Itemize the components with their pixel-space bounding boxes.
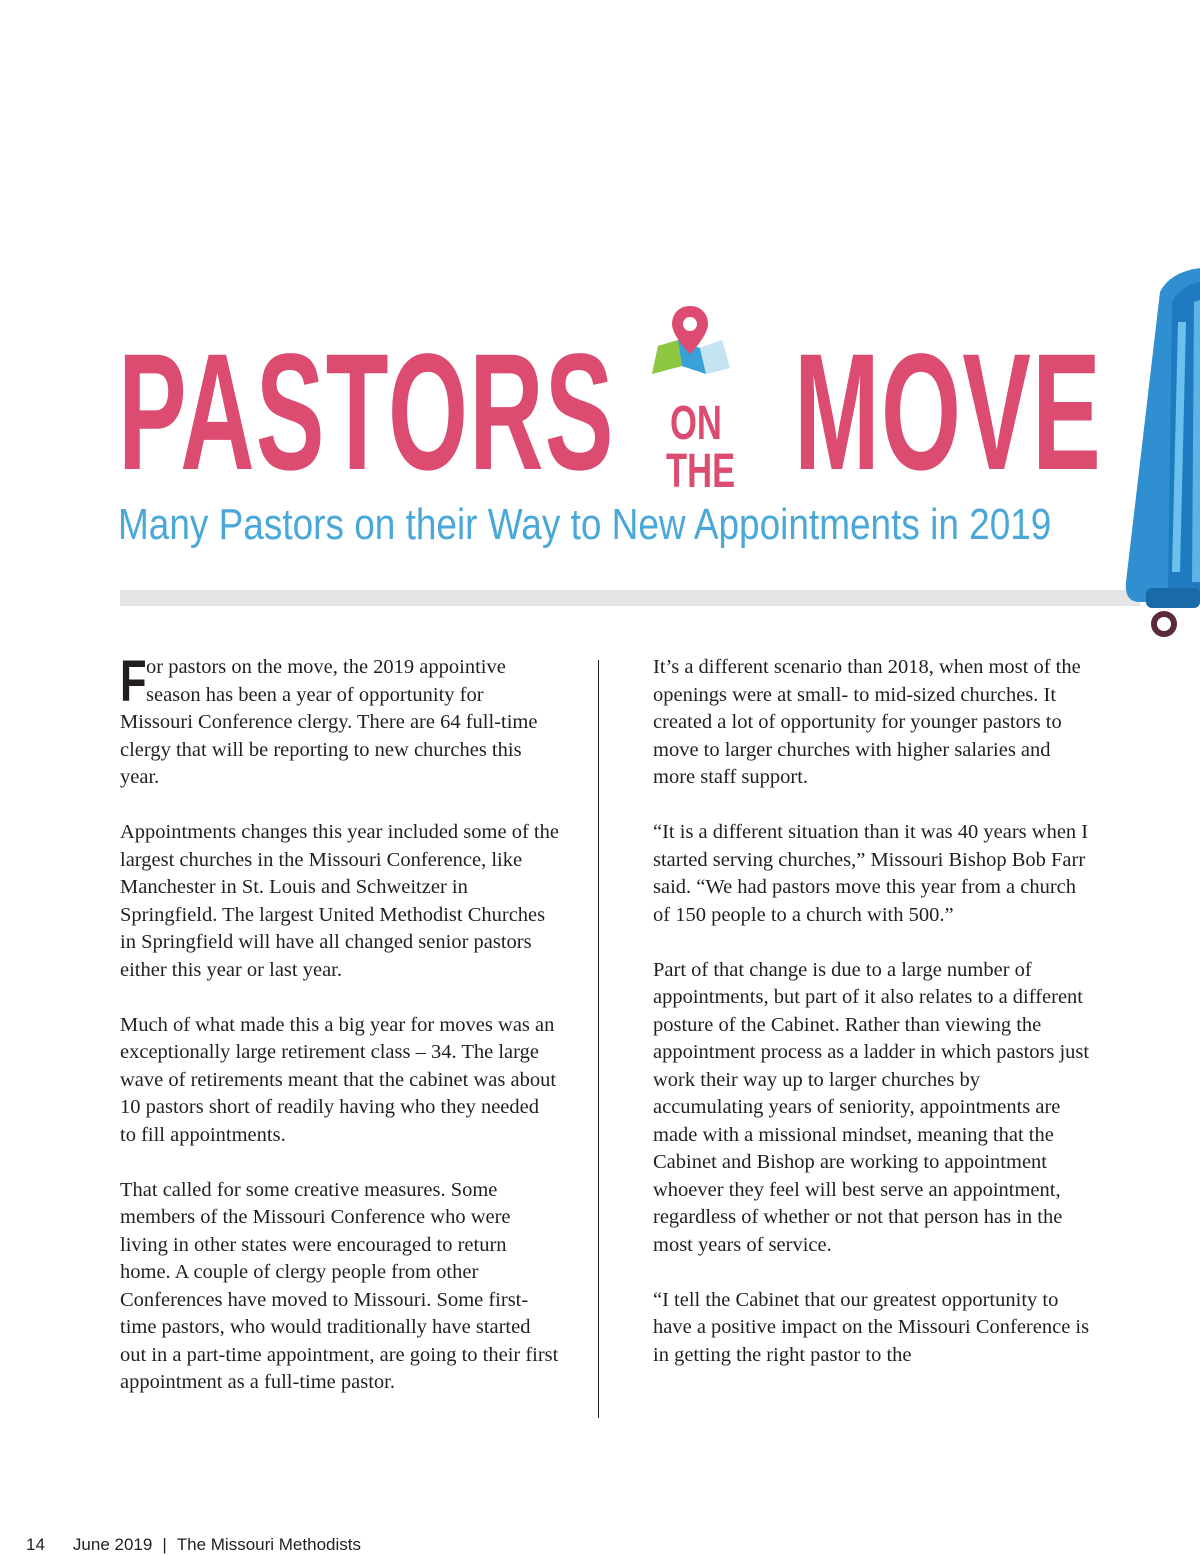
suitcase-icon xyxy=(1120,262,1200,642)
paragraph: “It is a different situation than it was 40 years when I started serving churches,” Missouri Bishop Bob Farr said. “We had pastors move this year from a church of 150 people to a church with 500.” xyxy=(653,821,1089,926)
paragraph: Part of that change is due to a large number of appointments, but part of it also relates to a different posture of the Cabinet. Rather than viewing the appointment process as a ladder in which pastors just work their way up to larger churches by accumulating years of seniority, appointments are made with a missional mindset, meaning that the Cabinet and Bishop are working to appointment whoever they feel will best serve an appointment, regardless of whether or not that person has in the most years of service. xyxy=(653,958,1090,1256)
page-number: 14 xyxy=(26,1535,45,1554)
publication-name: The Missouri Methodists xyxy=(176,1535,361,1554)
column-divider xyxy=(598,660,599,1418)
article-column-left xyxy=(120,649,560,1424)
map-pin-icon xyxy=(648,304,732,376)
paragraph: For pastors on the move, the 2019 appointive season has been a year of opportunity for Missouri Conference clergy. There are 64 full-time clergy that will be reporting to new churches this year. xyxy=(120,649,538,788)
page-footer xyxy=(26,1535,361,1555)
subtitle: Many Pastors on their Way to New Appointments in 2019 xyxy=(118,500,1052,549)
drop-cap: F xyxy=(120,649,147,714)
headline-the: THE xyxy=(666,445,736,498)
headline xyxy=(118,320,1103,505)
article-column-right xyxy=(653,654,1093,1397)
issue-date: June 2019 xyxy=(72,1535,153,1554)
paragraph: “I tell the Cabinet that our greatest opportunity to have a positive impact on the Missouri Conference is in getting the right pastor to the xyxy=(653,1288,1090,1366)
paragraph: Appointments changes this year included some of the largest churches in the Missouri Conference, like Manchester in St. Louis and Schweitzer in Springfield. The largest United Methodist Churches in Springfield will have all changed senior pastors either this year or last year. xyxy=(120,821,559,981)
headline-move: MOVE xyxy=(794,320,1103,505)
headline-on: ON xyxy=(670,397,722,450)
footer-separator: | xyxy=(162,1535,167,1554)
paragraph: That called for some creative measures. Some members of the Missouri Conference who were living in other states were encouraged to return home. A couple of clergy people from other Conferences have moved to Missouri. Some first-time pastors, who would traditionally have started out in a part-time appointment, are going to their first appointment as a full-time pastor. xyxy=(120,1178,559,1393)
paragraph: It’s a different scenario than 2018, when most of the openings were at small- to mid-sized churches. It created a lot of opportunity for younger pastors to move to larger churches with higher salaries and more staff support. xyxy=(653,656,1081,788)
header-rule xyxy=(120,590,1140,606)
headline-pastors: PASTORS xyxy=(118,320,615,505)
paragraph: Much of what made this a big year for moves was an exceptionally large retirement class – 34. The large wave of retirements meant that the cabinet was about 10 pastors short of readily having who they needed to fill appointments. xyxy=(120,1013,557,1146)
